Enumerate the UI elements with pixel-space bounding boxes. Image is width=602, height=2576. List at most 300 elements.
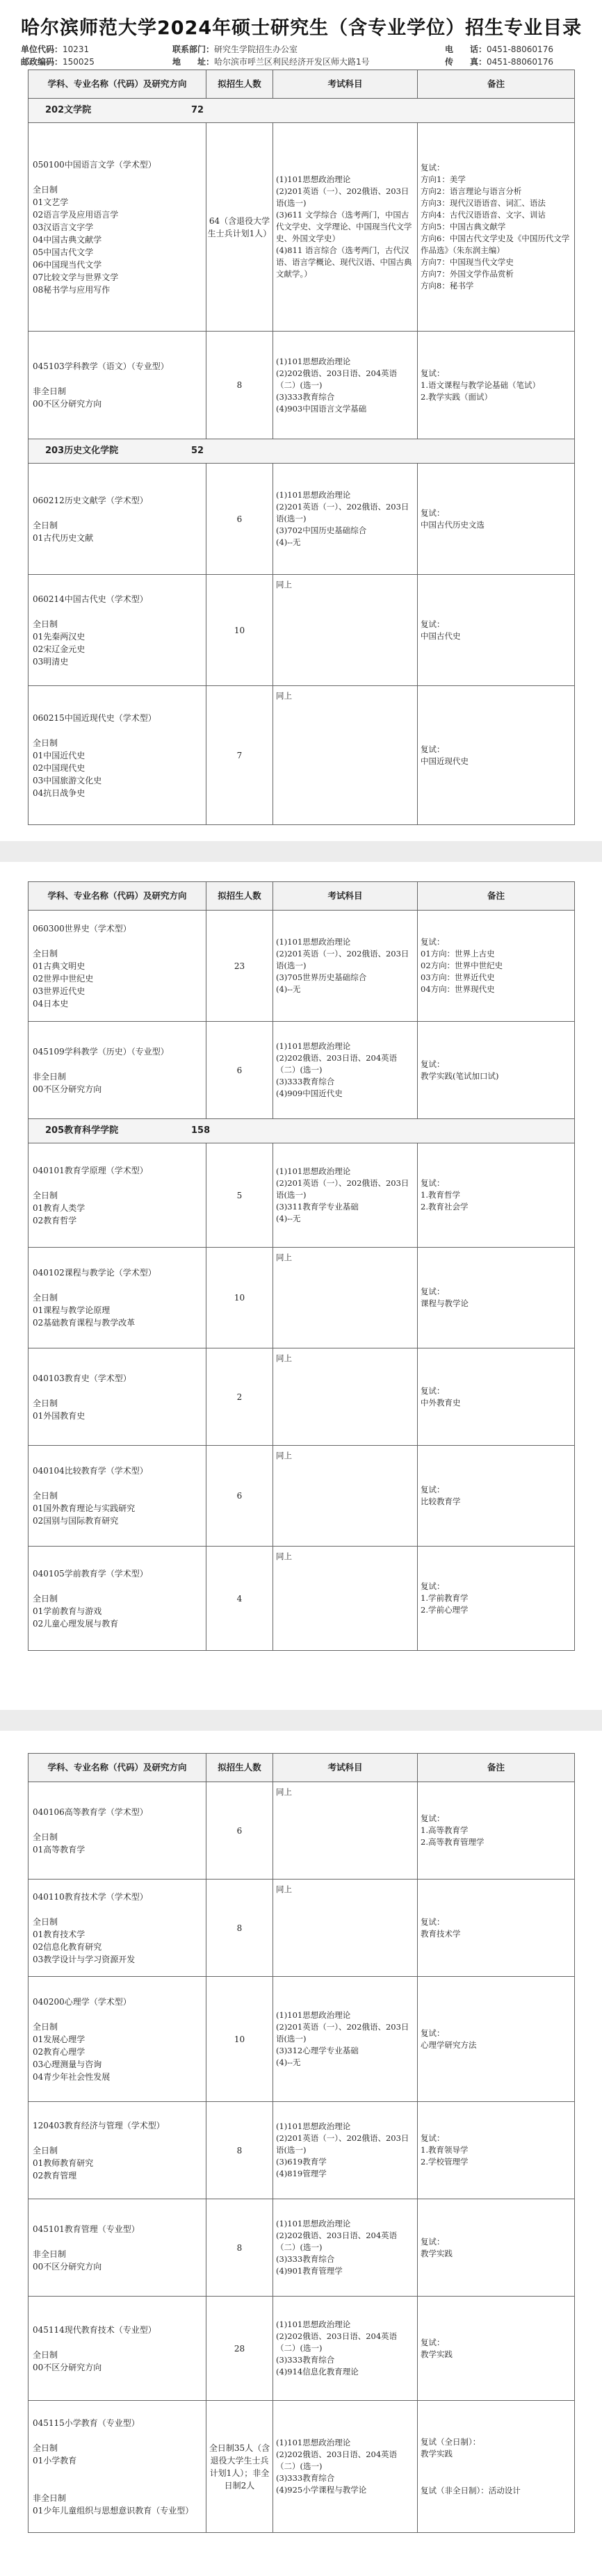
text-line: 04抗日战争史 [33, 788, 86, 798]
text-line: 全日制 [33, 184, 58, 195]
text-line: 教育技术学 [421, 1928, 461, 1939]
column-header-quota: 拟招生人数 [206, 70, 273, 99]
text-line: (1)101思想政治理论 [276, 2010, 351, 2020]
exam-cell [273, 1782, 418, 1880]
text-line: 全日制 [33, 1293, 58, 1303]
column-header-remark: 备注 [418, 70, 575, 99]
text-line: 中国近现代史 [421, 756, 469, 766]
text-line [33, 2008, 202, 2021]
text-line: 教学实践(笔试加口试) [421, 1070, 499, 1081]
text-line: (2)202俄语、203日语、204英语（二）(选一) [276, 368, 398, 390]
text-line: 非全日制 [33, 2493, 67, 2503]
text-line: 教学实践 [421, 2248, 453, 2258]
remark-cell [418, 123, 575, 332]
text-line: 复试： [421, 1059, 445, 1069]
text-line: (3)333教育综合 [276, 391, 335, 402]
text-line: 2.学前心理学 [421, 1605, 469, 1615]
text-line: 01方向：世界上古史 [421, 949, 495, 959]
column-header-major: 学科、专业名称（代码）及研究方向 [29, 882, 206, 911]
text-line: 01外国教育史 [33, 1410, 86, 1421]
text-line: (2)201英语（一）、202俄语、203日语(选一) [276, 1178, 409, 1200]
quota-cell: 64（含退役大学生士兵计划1人） [206, 123, 273, 332]
remark-cell [418, 575, 575, 686]
major-row [29, 2199, 575, 2297]
contact-dept: 联系部门：研究生学院招生办公室 [172, 44, 298, 54]
text-line [33, 1385, 202, 1397]
text-line: 复试： [421, 2133, 445, 2143]
text-line [421, 2472, 571, 2485]
text-line: 全日制 [33, 1491, 58, 1501]
text-line: 复试： [421, 1813, 445, 1823]
text-line: 复试（非全日制）：活动设计 [421, 2486, 521, 2495]
remark-cell [418, 1880, 575, 1977]
major-cell [29, 2297, 206, 2401]
text-line: 复试： [421, 2028, 445, 2038]
text-line [33, 1279, 202, 1291]
text-line: (2)201英语（一）、202俄语、203日语(选一) [276, 2022, 409, 2044]
text-line [33, 1477, 202, 1490]
text-line: (2)201英语（一）、202俄语、203日语(选一) [276, 2133, 409, 2155]
major-cell [29, 1143, 206, 1248]
text-line [421, 2460, 571, 2472]
college-cell [29, 439, 575, 464]
text-line: 同上 [276, 1787, 292, 1797]
text-line: 01课程与教学论原理 [33, 1305, 111, 1315]
text-line: 方向7：外国文学作品赏析 [421, 269, 514, 279]
quota-cell: 8 [206, 2102, 273, 2199]
text-line: 2.教育社会学 [421, 1202, 469, 1212]
text-line: (3)702中国历史基础综合 [276, 525, 367, 535]
text-line: (1)101思想政治理论 [276, 2121, 351, 2131]
text-line [33, 1903, 202, 1916]
text-line: (4)903中国语言文学基础 [276, 403, 367, 414]
text-line: (1)101思想政治理论 [276, 2438, 351, 2447]
text-line: 02基础教育课程与教学改革 [33, 1318, 136, 1328]
remark-cell [418, 2199, 575, 2297]
text-line: 060212历史文献学（学术型） [33, 495, 148, 505]
major-row [29, 1022, 575, 1119]
text-line [33, 2336, 202, 2349]
text-line: 1.高等教育学 [421, 1825, 469, 1835]
quota-cell: 全日制35人（含退役大学生士兵计划1人）；非全日制2人 [206, 2401, 273, 2533]
text-line: 心理学研究方法 [421, 2039, 477, 2050]
zip-code: 邮政编码：150025 [21, 57, 95, 67]
major-cell [29, 1348, 206, 1446]
text-line: 同上 [276, 580, 292, 589]
text-line: 02教育管理 [33, 2170, 77, 2180]
text-line: 00不区分研究方向 [33, 2362, 102, 2372]
text-line: 040101教育学原理（学术型） [33, 1165, 148, 1175]
text-line: (1)101思想政治理论 [276, 356, 351, 366]
text-line: 非全日制 [33, 386, 67, 396]
text-line: (3)705世界历史基础综合 [276, 972, 367, 982]
remark-cell [418, 2401, 575, 2533]
major-cell [29, 1977, 206, 2102]
text-line: 02中国现代史 [33, 763, 86, 773]
text-line [33, 2467, 202, 2479]
quota-cell: 5 [206, 1143, 273, 1248]
table-header-row [29, 882, 575, 911]
text-line: (3)611 文学综合（选考两门，中国古代文学史、文学理论、中国现当代文学史、外国文学史） [276, 210, 412, 243]
major-row [29, 1248, 575, 1348]
text-line: 05中国古代文学 [33, 247, 94, 257]
text-line: 全日制 [33, 2145, 58, 2155]
text-line: 全日制 [33, 1832, 58, 1842]
exam-cell [273, 1348, 418, 1446]
major-cell [29, 1248, 206, 1348]
text-line: 01先秦两汉史 [33, 631, 86, 642]
text-line: (4)--无 [276, 2057, 301, 2067]
column-header-quota: 拟招生人数 [206, 1754, 273, 1782]
text-line: (1)101思想政治理论 [276, 1166, 351, 1176]
exam-cell [273, 1977, 418, 2102]
text-line: 1.学前教育学 [421, 1593, 469, 1603]
major-row [29, 332, 575, 439]
text-line: 02儿童心理发展与教育 [33, 1618, 119, 1629]
text-line [33, 373, 202, 385]
exam-cell [273, 1446, 418, 1547]
text-line: 01教育人类学 [33, 1203, 86, 1213]
college-name: 203历史文化学院 [45, 446, 119, 456]
text-line: (3)333教育综合 [276, 2473, 335, 2483]
text-line: 120403教育经济与管理（学术型） [33, 2120, 165, 2130]
major-row [29, 1977, 575, 2102]
text-line: 045103学科教学（语文）（专业型） [33, 361, 169, 371]
remark-cell [418, 1977, 575, 2102]
remark-cell [418, 686, 575, 825]
text-line: 非全日制 [33, 1071, 67, 1082]
text-line: 02国别与国际教育研究 [33, 1516, 119, 1526]
text-line: 2.高等教育管理学 [421, 1837, 485, 1847]
major-cell [29, 686, 206, 825]
text-line: 全日制 [33, 1916, 58, 1927]
text-line: 04中国古典文献学 [33, 234, 102, 245]
unit-code: 单位代码：10231 [21, 44, 90, 54]
text-line: 全日制 [33, 520, 58, 530]
exam-cell [273, 1022, 418, 1119]
phone: 电 话：0451-88060176 [445, 44, 553, 54]
text-line: (2)201英语（一）、202俄语、203日语(选一) [276, 186, 409, 208]
remark-cell [418, 1248, 575, 1348]
text-line: 06中国现当代文学 [33, 259, 102, 270]
text-line: 复试： [421, 2337, 445, 2347]
text-line: 同上 [276, 1884, 292, 1894]
text-line [33, 2479, 202, 2492]
text-line: 045101教育管理（专业型） [33, 2224, 140, 2234]
text-line: 01小学教育 [33, 2455, 77, 2465]
text-line: 01中国近代史 [33, 750, 86, 760]
page-separator [0, 1710, 602, 1731]
college-quota: 158 [191, 1125, 211, 1136]
major-cell [29, 2102, 206, 2199]
text-line: 04日本史 [33, 998, 69, 1009]
column-header-major: 学科、专业名称（代码）及研究方向 [29, 1754, 206, 1782]
remark-cell [418, 2102, 575, 2199]
quota-cell: 6 [206, 464, 273, 575]
exam-cell [273, 575, 418, 686]
text-line: (3)333教育综合 [276, 1077, 335, 1086]
major-row [29, 2297, 575, 2401]
text-line: 060214中国古代史（学术型） [33, 594, 148, 604]
major-row [29, 575, 575, 686]
text-line: 中外教育史 [421, 1397, 461, 1408]
text-line: (3)333教育综合 [276, 2355, 335, 2365]
text-line: (1)101思想政治理论 [276, 174, 351, 184]
major-row [29, 2102, 575, 2199]
major-cell [29, 1880, 206, 1977]
major-row [29, 2401, 575, 2533]
text-line: (2)202俄语、203日语、204英语（二）(选一) [276, 2231, 398, 2252]
text-line: 01少年儿童组织与思想意识教育（专业型） [33, 2505, 194, 2516]
text-line: 复试： [421, 744, 445, 754]
text-line: 03中国旅游文化史 [33, 775, 102, 785]
quota-cell: 6 [206, 1782, 273, 1880]
text-line [33, 171, 202, 184]
text-line: 全日制 [33, 619, 58, 629]
text-line: 03明清史 [33, 656, 69, 667]
text-line: (1)101思想政治理论 [276, 937, 351, 947]
text-line [33, 1818, 202, 1831]
text-line: 01文艺学 [33, 197, 69, 207]
major-row [29, 1547, 575, 1651]
text-line: (4)--无 [276, 1214, 301, 1223]
text-line: 01发展心理学 [33, 2034, 86, 2044]
text-line [33, 935, 202, 947]
text-line: 040103教育史（学术型） [33, 1373, 131, 1383]
page-header [0, 0, 602, 67]
text-line: 复试： [421, 1916, 445, 1927]
text-line: 复试： [421, 937, 445, 947]
major-row [29, 1880, 575, 1977]
major-row [29, 1143, 575, 1248]
major-row [29, 1782, 575, 1880]
major-cell [29, 123, 206, 332]
text-line: 040110教育技术学（学术型） [33, 1891, 148, 1902]
quota-cell: 28 [206, 2297, 273, 2401]
college-row [29, 439, 575, 464]
text-line: 复试： [421, 163, 445, 172]
text-line: 2.学校管理学 [421, 2157, 469, 2167]
text-line: 同上 [276, 1551, 292, 1561]
text-line: 方向1：美学 [421, 174, 466, 184]
text-line: 复试： [421, 1385, 445, 1396]
text-line: (1)101思想政治理论 [276, 1041, 351, 1051]
text-line [33, 605, 202, 618]
text-line: (4)914信息化教育理论 [276, 2367, 359, 2377]
text-line: 01教师教育研究 [33, 2158, 94, 2168]
text-line: 040105学前教育学（学术型） [33, 1568, 148, 1579]
text-line: 03汉语言文字学 [33, 222, 94, 232]
remark-cell [418, 1022, 575, 1119]
text-line: 复试： [421, 1178, 445, 1188]
text-line: 1.语文课程与教学论基础（笔试） [421, 380, 540, 390]
catalog-table-2 [28, 881, 575, 1651]
text-line: 全日制 [33, 737, 58, 748]
major-row [29, 464, 575, 575]
text-line: (4)819管理学 [276, 2169, 327, 2178]
table-header-row [29, 1754, 575, 1782]
text-line: 08秘书学与应用写作 [33, 284, 111, 295]
text-line: (3)312心理学专业基础 [276, 2046, 359, 2055]
text-line: 050100中国语言文学（学术型） [33, 159, 156, 170]
text-line: 04青少年社会性发展 [33, 2071, 111, 2082]
college-cell [29, 99, 575, 123]
text-line: 01教育技术学 [33, 1929, 86, 1939]
exam-cell [273, 464, 418, 575]
quota-cell: 8 [206, 332, 273, 439]
address: 地 址：哈尔滨市呼兰区利民经济开发区师大路1号 [172, 57, 370, 67]
college-row [29, 99, 575, 123]
text-line: (3)311教育学专业基础 [276, 1202, 359, 1212]
text-line: 全日制 [33, 2443, 58, 2453]
text-line: 非全日制 [33, 2249, 67, 2259]
text-line: 中国古代历史文选 [421, 519, 485, 530]
text-line: 03方向：世界近代史 [421, 972, 495, 982]
text-line: 02语言学及应用语言学 [33, 209, 119, 220]
major-cell [29, 1547, 206, 1651]
college-quota: 72 [191, 105, 204, 115]
major-cell [29, 332, 206, 439]
text-line: 全日制 [33, 948, 58, 959]
remark-cell [418, 1446, 575, 1547]
text-line: (1)101思想政治理论 [276, 2320, 351, 2329]
text-line: 复试（全日制）： [421, 2437, 481, 2447]
text-line: 同上 [276, 1353, 292, 1363]
fax: 传 真：0451-88060176 [445, 57, 553, 67]
quota-cell: 23 [206, 911, 273, 1022]
text-line: 同上 [276, 1451, 292, 1460]
text-line: 方向5：中国古典文献学 [421, 222, 506, 231]
college-row [29, 1119, 575, 1143]
college-name: 205教育科学学院 [45, 1125, 119, 1136]
text-line: (4)925小学课程与教学论 [276, 2485, 367, 2495]
text-line: 060215中国近现代史（学术型） [33, 712, 156, 723]
text-line: 方向2：语言理论与语言分析 [421, 186, 522, 196]
text-line: (2)202俄语、203日语、204英语（二）(选一) [276, 2331, 398, 2353]
text-line: 00不区分研究方向 [33, 1084, 102, 1094]
text-line: 060300世界史（学术型） [33, 923, 131, 934]
text-line: 040102课程与教学论（学术型） [33, 1268, 156, 1278]
remark-cell [418, 1547, 575, 1651]
major-row [29, 1348, 575, 1446]
column-header-remark: 备注 [418, 1754, 575, 1782]
exam-cell [273, 1143, 418, 1248]
quota-cell: 7 [206, 686, 273, 825]
column-header-exam: 考试科目 [273, 70, 418, 99]
text-line: 方向7：中国现当代文学史 [421, 257, 514, 267]
page-title: 哈尔滨师范大学2024年硕士研究生（含专业学位）招生专业目录 [21, 17, 583, 39]
major-row [29, 911, 575, 1022]
column-header-exam: 考试科目 [273, 882, 418, 911]
exam-cell [273, 123, 418, 332]
text-line: 全日制 [33, 1190, 58, 1200]
page-separator [0, 841, 602, 862]
text-line: 02方向：世界中世纪史 [421, 961, 503, 970]
text-line: 全日制 [33, 2349, 58, 2360]
quota-cell: 8 [206, 2199, 273, 2297]
text-line: 复试： [421, 1581, 445, 1591]
text-line: (1)101思想政治理论 [276, 490, 351, 500]
major-row [29, 1446, 575, 1547]
text-line: 比较教育学 [421, 1497, 461, 1506]
column-header-major: 学科、专业名称（代码）及研究方向 [29, 70, 206, 99]
remark-cell [418, 2297, 575, 2401]
text-line: 同上 [276, 691, 292, 701]
exam-cell [273, 332, 418, 439]
remark-cell [418, 911, 575, 1022]
major-row [29, 123, 575, 332]
text-line: (2)202俄语、203日语、204英语（二）(选一) [276, 2449, 398, 2471]
text-line [33, 2132, 202, 2144]
text-line: (3)619教育学 [276, 2157, 327, 2167]
text-line: 全日制 [33, 1593, 58, 1604]
catalog-table-3 [28, 1753, 575, 2533]
text-line: 复试： [421, 368, 445, 378]
quota-cell: 10 [206, 575, 273, 686]
text-line: 复试： [421, 1287, 445, 1296]
quota-cell: 10 [206, 1248, 273, 1348]
quota-cell: 8 [206, 1880, 273, 1977]
text-line: (1)101思想政治理论 [276, 2219, 351, 2228]
catalog-table-1 [28, 70, 575, 825]
major-cell [29, 464, 206, 575]
major-cell [29, 1446, 206, 1547]
remark-cell [418, 1348, 575, 1446]
exam-cell [273, 2401, 418, 2533]
major-row [29, 686, 575, 825]
text-line: (2)201英语（一）、202俄语、203日语(选一) [276, 949, 409, 970]
major-cell [29, 1782, 206, 1880]
major-cell [29, 1022, 206, 1119]
college-name: 202文学院 [45, 105, 92, 115]
text-line [33, 724, 202, 737]
quota-cell: 6 [206, 1446, 273, 1547]
text-line: (4)909中国近代史 [276, 1089, 343, 1098]
text-line: 课程与教学论 [421, 1298, 469, 1308]
remark-cell [418, 332, 575, 439]
text-line: 01高等教育学 [33, 1844, 86, 1854]
text-line: (2)202俄语、203日语、204英语（二）(选一) [276, 1053, 398, 1075]
exam-cell [273, 911, 418, 1022]
exam-cell [273, 2297, 418, 2401]
text-line: 01古代历史文献 [33, 532, 94, 543]
text-line: 复试： [421, 2236, 445, 2247]
text-line: 1.教育哲学 [421, 1190, 460, 1200]
text-line: 07比较文学与世界文学 [33, 272, 119, 282]
quota-cell: 4 [206, 1547, 273, 1651]
text-line: 02信息化教育研究 [33, 1941, 102, 1952]
text-line: 复试： [421, 1485, 445, 1494]
quota-cell: 2 [206, 1348, 273, 1446]
major-cell [29, 2401, 206, 2533]
text-line: (2)201英语（一）、202俄语、203日语(选一) [276, 502, 409, 523]
text-line: 全日制 [33, 1398, 58, 1408]
text-line: 复试： [421, 619, 445, 629]
major-cell [29, 575, 206, 686]
text-line: 01古典文明史 [33, 961, 86, 971]
text-line: 02教育哲学 [33, 1215, 77, 1225]
college-cell [29, 1119, 575, 1143]
text-line: 03心理测量与咨询 [33, 2059, 102, 2069]
remark-cell [418, 1782, 575, 1880]
exam-cell [273, 1248, 418, 1348]
text-line: 03世界近代史 [33, 986, 86, 996]
text-line: 1.教育领导学 [421, 2145, 469, 2155]
text-line: 00不区分研究方向 [33, 2261, 102, 2272]
exam-cell [273, 1547, 418, 1651]
text-line: 04方向：世界现代史 [421, 984, 495, 994]
text-line: 复试： [421, 507, 445, 518]
